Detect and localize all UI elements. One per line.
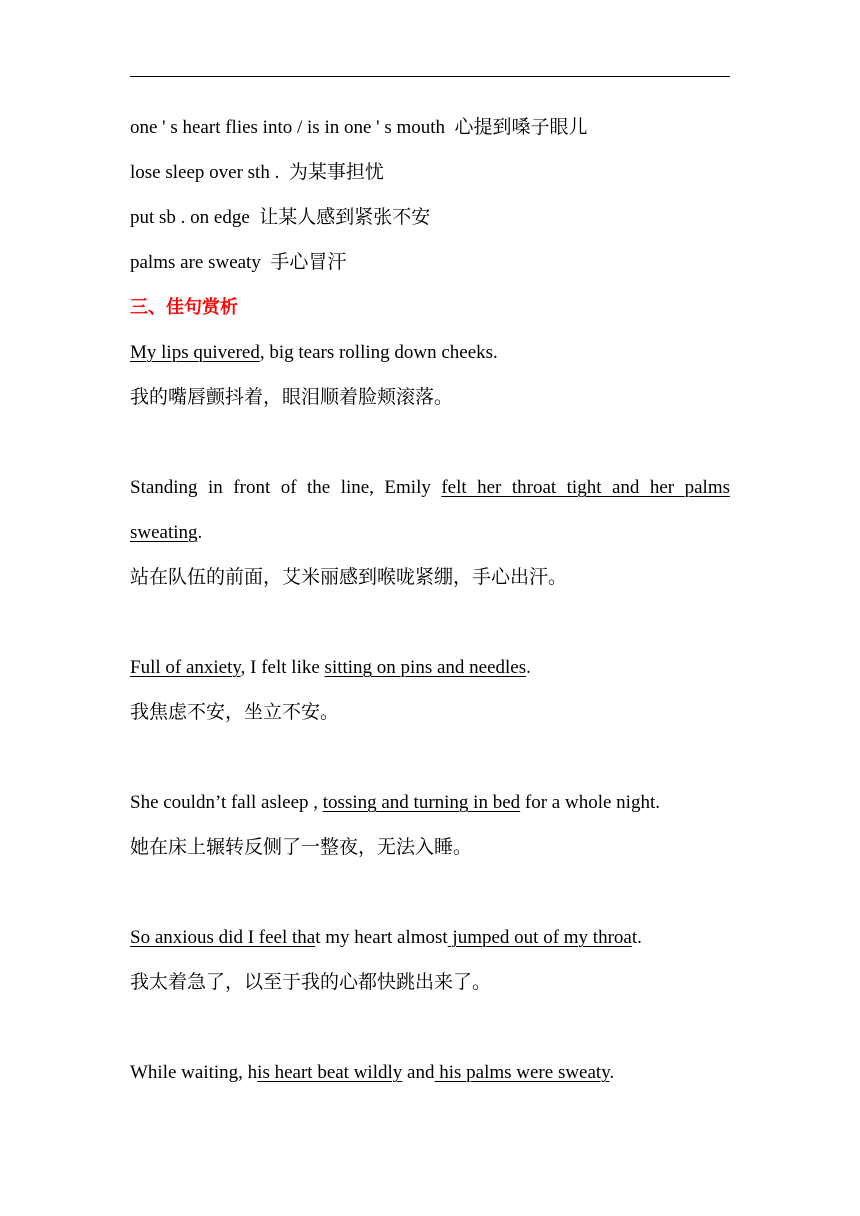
sentence-text: for a whole night. bbox=[520, 792, 660, 813]
underlined-phrase: Full of anxiety bbox=[130, 657, 241, 678]
sentence-text: She couldn’t fall asleep , bbox=[130, 792, 323, 813]
sentence-en bbox=[130, 791, 730, 815]
section-heading: 三、佳句赏析 bbox=[130, 297, 238, 318]
underlined-phrase: sitting on pins and needles bbox=[324, 657, 527, 678]
sentence-zh: 站在队伍的前面，艾米丽感到喉咙紧绷，手心出汗。 bbox=[130, 567, 568, 588]
header-rule bbox=[130, 76, 730, 77]
sentence-zh: 我太着急了，以至于我的心都快跳出来了。 bbox=[130, 972, 492, 993]
phrase-line bbox=[130, 116, 730, 140]
sentence-text: t. bbox=[631, 927, 642, 948]
sentence-en bbox=[130, 656, 730, 680]
underlined-phrase: jumped out of my throa bbox=[447, 927, 632, 948]
underlined-phrase: felt her throat tight and her palms bbox=[441, 477, 730, 498]
phrase-zh: 让某人感到紧张不安 bbox=[259, 207, 431, 228]
sentence-en bbox=[130, 341, 730, 365]
sentence-en bbox=[130, 1061, 730, 1085]
phrase-line bbox=[130, 206, 730, 230]
phrase-line bbox=[130, 161, 730, 185]
phrase-en: put sb . on edge bbox=[130, 207, 250, 228]
sentence-text: and bbox=[402, 1062, 435, 1083]
underlined-phrase: So anxious did I feel tha bbox=[130, 927, 316, 948]
sentence-text: . bbox=[609, 1062, 615, 1083]
sentence-text: . bbox=[526, 657, 531, 678]
sentence-text: t my heart almost bbox=[315, 927, 448, 948]
phrase-en: one ' s heart flies into / is in one ' s mouth bbox=[130, 117, 446, 138]
phrase-zh: 心提到嗓子眼儿 bbox=[454, 117, 588, 138]
phrase-en: lose sleep over sth . bbox=[130, 162, 280, 183]
sentence-text: . bbox=[197, 522, 203, 543]
sentence-en-continued bbox=[130, 521, 730, 545]
underlined-phrase: his palms were sweaty bbox=[434, 1062, 610, 1083]
sentence-en bbox=[130, 476, 730, 500]
sentence-text: , big tears rolling down cheeks. bbox=[259, 342, 498, 363]
sentence-zh: 她在床上辗转反侧了一整夜，无法入睡。 bbox=[130, 837, 473, 858]
underlined-phrase: tossing and turning in bed bbox=[322, 792, 521, 813]
phrase-en: palms are sweaty bbox=[130, 252, 261, 273]
phrase-zh: 手心冒汗 bbox=[270, 252, 347, 273]
underlined-phrase: My lips quivered bbox=[130, 342, 260, 363]
underlined-phrase: sweating bbox=[130, 522, 198, 543]
sentence-en bbox=[130, 926, 730, 950]
sentence-zh: 我的嘴唇颤抖着，眼泪顺着脸颊滚落。 bbox=[130, 387, 454, 408]
sentence-zh: 我焦虑不安，坐立不安。 bbox=[130, 702, 340, 723]
sentence-text: , I felt like bbox=[240, 657, 325, 678]
phrase-line bbox=[130, 251, 730, 275]
sentence-text: While waiting, h bbox=[130, 1062, 258, 1083]
sentence-text: Standing in front of the line, Emily bbox=[130, 477, 442, 498]
underlined-phrase: is heart beat wildly bbox=[257, 1062, 403, 1083]
phrase-zh: 为某事担忧 bbox=[288, 162, 384, 183]
